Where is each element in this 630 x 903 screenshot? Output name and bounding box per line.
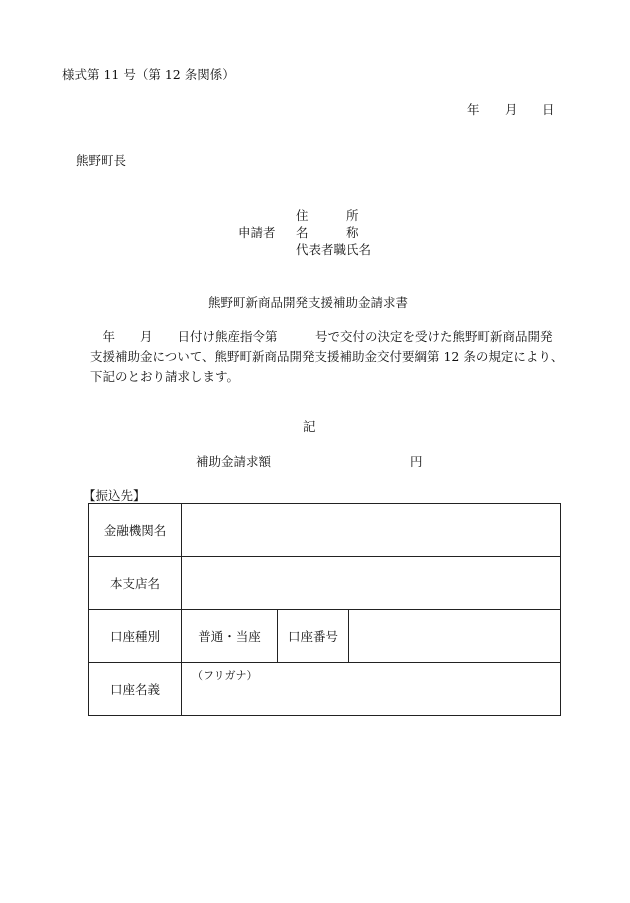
document-title: 熊野町新商品開発支援補助金請求書	[208, 295, 409, 310]
form-number: 様式第 11 号（第 12 条関係）	[62, 67, 235, 82]
account-number-label: 口座番号	[278, 610, 349, 663]
applicant-name-label: 名 称	[296, 225, 359, 240]
date-month: 月	[505, 102, 518, 117]
body-line: 年 月 日付け熊産指令第 号で交付の決定を受けた熊野町新商品開発	[90, 329, 553, 344]
transfer-heading: 【振込先】	[83, 488, 146, 503]
amount-unit: 円	[410, 454, 423, 469]
table-row	[89, 504, 561, 557]
body-line: 支援補助金について、熊野町新商品開発支援補助金交付要綱第 12 条の規定により、	[90, 349, 564, 364]
table-row	[89, 663, 561, 716]
branch-field[interactable]	[182, 557, 561, 610]
account-type-label: 口座種別	[89, 610, 182, 663]
table-row	[89, 610, 561, 663]
body-line: 下記のとおり請求します。	[90, 369, 240, 384]
applicant-address-label: 住 所	[296, 208, 359, 223]
bank-account-table	[88, 503, 561, 716]
amount-label: 補助金請求額	[196, 454, 272, 469]
account-number-field[interactable]	[349, 610, 561, 663]
branch-label: 本支店名	[89, 557, 182, 610]
date-day: 日	[542, 102, 555, 117]
bank-name-label: 金融機関名	[89, 504, 182, 557]
addressee: 熊野町長	[76, 153, 127, 168]
date-year: 年	[467, 102, 480, 117]
account-holder-field[interactable]	[182, 663, 561, 716]
account-type-value[interactable]: 普通・当座	[182, 610, 278, 663]
body-paragraph	[90, 327, 564, 387]
furigana-label: （フリガナ）	[192, 669, 258, 682]
bank-name-field[interactable]	[182, 504, 561, 557]
ki-mark: 記	[303, 419, 316, 434]
applicant-label: 申請者	[238, 225, 276, 240]
account-holder-label: 口座名義	[89, 663, 182, 716]
applicant-representative-label: 代表者職氏名	[296, 242, 372, 257]
table-row	[89, 557, 561, 610]
